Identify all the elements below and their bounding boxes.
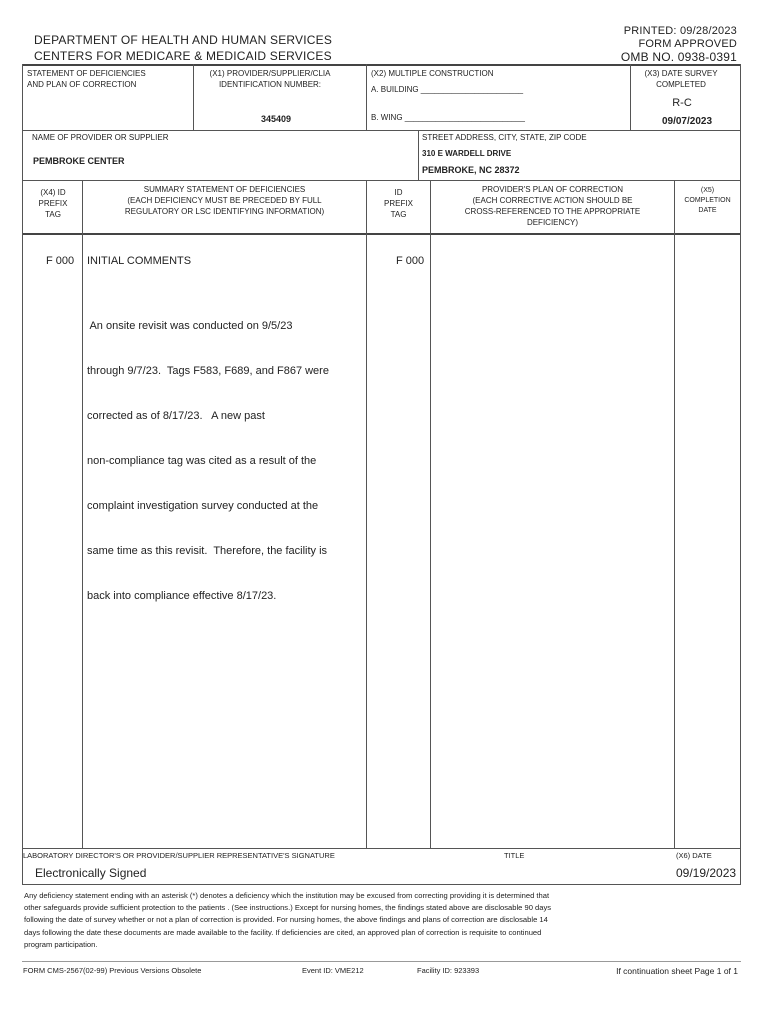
summary-header: SUMMARY STATEMENT OF DEFICIENCIES (EACH DEFICIENCY MUST BE PRECEDED BY FULL REGULATORY OR LSC IDENTIFYING INFORMATION) [124, 185, 325, 216]
x3-label: (X3) DATE SURVEY COMPLETED [644, 69, 718, 89]
printed-date: PRINTED: 09/28/2023 [623, 25, 737, 37]
signature-value: Electronically Signed [35, 866, 147, 880]
divider-line [430, 180, 431, 848]
id-prefix-tag: F 000 [396, 255, 425, 267]
divider-line [674, 180, 675, 848]
form-approved: FORM APPROVED [638, 38, 737, 50]
divider-line [366, 180, 367, 848]
event-id: Event ID: VME212 [302, 966, 364, 975]
date-label: (X6) DATE [676, 851, 712, 860]
divider-line [366, 64, 367, 130]
id-header: ID PREFIX TAG [384, 188, 413, 219]
building-label: A. BUILDING _______________________ [371, 85, 524, 94]
border-right [740, 64, 741, 884]
wing-label: B. WING ___________________________ [371, 113, 525, 122]
divider-line [418, 130, 419, 180]
x2-label: (X2) MULTIPLE CONSTRUCTION [371, 69, 494, 78]
x1-label: (X1) PROVIDER/SUPPLIER/CLIA IDENTIFICATION NUMBER: [209, 69, 331, 89]
signature-label: LABORATORY DIRECTOR'S OR PROVIDER/SUPPLIER REPRESENTATIVE'S SIGNATURE [23, 851, 335, 860]
divider-line [22, 233, 741, 235]
title-label: TITLE [504, 851, 525, 860]
provider-name: PEMBROKE CENTER [33, 156, 125, 166]
divider-line [22, 848, 741, 849]
divider-line [630, 64, 631, 130]
top-border [22, 64, 741, 66]
entry-title: INITIAL COMMENTS [87, 255, 192, 267]
divider-line [82, 180, 83, 848]
divider-line [22, 130, 741, 131]
statement-label: STATEMENT OF DEFICIENCIES AND PLAN OF CORRECTION [27, 69, 146, 89]
divider-line [22, 180, 741, 181]
provider-name-label: NAME OF PROVIDER OR SUPPLIER [32, 133, 169, 142]
disclaimer-text: Any deficiency statement ending with an asterisk (*) denotes a deficiency which the institution may be excused from correcting providing it is determined that other safeguards provide sufficient protection to the patients . (See instructions.) Except for nursing homes, the findings stated above are disclosable 90 days following the date of survey whether or not a plan of correction is provided. For nursing homes, the above findings and plans of correction are disclosable 14 days following the date these documents are made available to the facility. If deficiencies are cited, an approved plan of correction is requisite to continued program participation. [24, 891, 552, 949]
form-number: FORM CMS-2567(02-99) Previous Versions Obsolete [23, 966, 202, 975]
facility-id: Facility ID: 923393 [417, 966, 480, 975]
agency-name: CENTERS FOR MEDICARE & MEDICAID SERVICES [34, 49, 332, 63]
provider-id-number: 345409 [261, 114, 292, 124]
x4-header: (X4) ID PREFIX TAG [38, 188, 68, 219]
x5-header: (X5) COMPLETION DATE [684, 187, 731, 214]
divider-line [22, 961, 741, 962]
address-label: STREET ADDRESS, CITY, STATE, ZIP CODE [422, 133, 587, 142]
omb-number: OMB NO. 0938-0391 [620, 50, 737, 64]
plan-header: PROVIDER'S PLAN OF CORRECTION (EACH CORRECTIVE ACTION SHOULD BE CROSS-REFERENCED TO THE APPROPRIATE DEFICIENCY) [464, 185, 641, 227]
divider-line [22, 884, 741, 885]
survey-completed-date: 09/07/2023 [661, 116, 713, 127]
city-state-zip: PEMBROKE, NC 28372 [422, 165, 520, 175]
signature-date: 09/19/2023 [676, 866, 737, 880]
street-address: 310 E WARDELL DRIVE [422, 149, 512, 158]
page-number: If continuation sheet Page 1 of 1 [616, 966, 738, 976]
survey-type-code: R-C [672, 97, 692, 109]
department-name: DEPARTMENT OF HEALTH AND HUMAN SERVICES [34, 33, 333, 47]
summary-text: An onsite revisit was conducted on 9/5/23 through 9/7/23. Tags F583, F689, and F867 were corrected as of 8/17/23. A new past non-compliance tag was cited as a result of the complaint investigation survey conducted at the same time as this revisit. Therefore, the facility is back into compliance effective 8/17/23. [87, 320, 329, 602]
deficiency-tag: F 000 [46, 255, 75, 267]
